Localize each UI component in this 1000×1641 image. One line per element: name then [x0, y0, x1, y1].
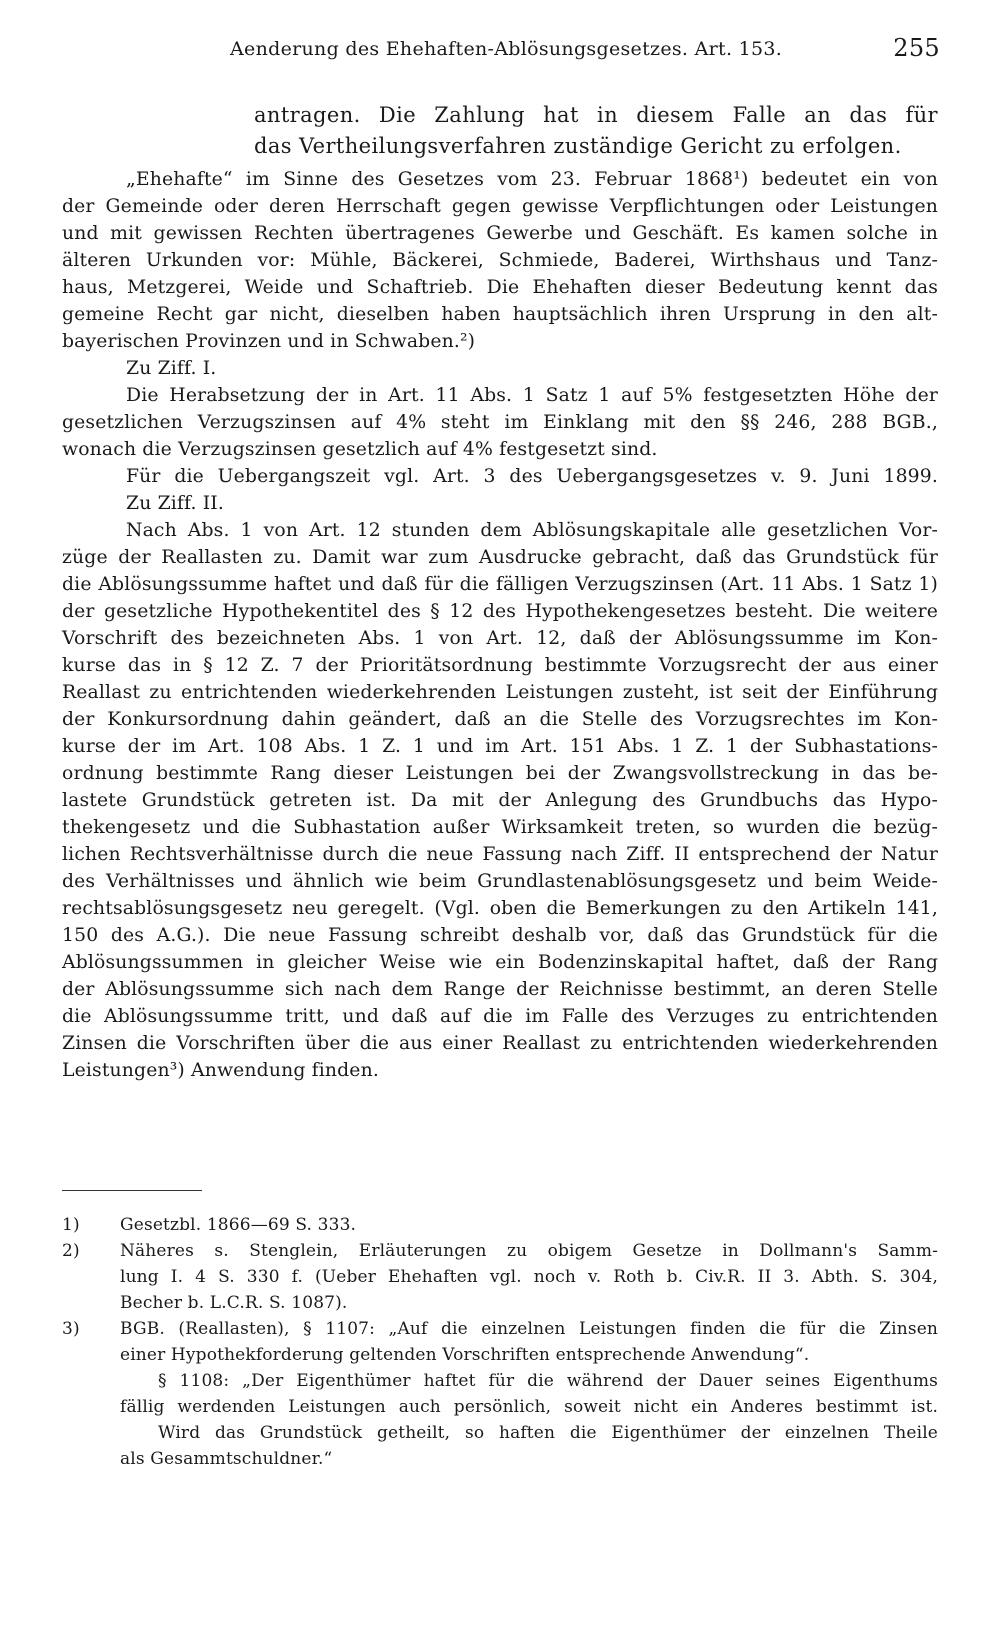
footnotes	[62, 1212, 938, 1472]
text-line: Für die Uebergangszeit vgl. Art. 3 des Uebergangsgesetzes v. 9. Juni 1899.	[126, 466, 938, 487]
footnote-2	[62, 1238, 938, 1316]
text-line: bayerischen Provinzen und in Schwaben.²)	[62, 331, 476, 352]
text-line: das Vertheilungsverfahren zuständige Gericht zu erfolgen.	[254, 134, 902, 158]
text-line: der Konkursordnung dahin geändert, daß an die Stelle des Vorzugsrechtes im Kon-	[62, 709, 938, 730]
text-line: Vorschrift des bezeichneten Abs. 1 von Art. 12, daß der Ablösungssumme im Kon-	[62, 628, 938, 649]
footnote-text: § 1108: „Der Eigenthümer haftet für die während der Dauer seines Eigenthums	[158, 1371, 938, 1391]
running-head: Aenderung des Ehehaften-Ablösungsgesetzes. Art. 153.	[230, 38, 783, 60]
text-line: des Verhältnisses und ähnlich wie beim Grundlastenablösungsgesetz und beim Weide-	[62, 871, 938, 892]
text-line: gemeine Recht gar nicht, dieselben haben hauptsächlich ihren Ursprung in den alt-	[62, 304, 938, 325]
footnote-text: lung I. 4 S. 330 f. (Ueber Ehehaften vgl. noch v. Roth b. Civ.R. II 3. Abth. S. 304,	[120, 1267, 938, 1287]
text-line: Leistungen³) Anwendung finden.	[62, 1060, 379, 1081]
text-line: der Ablösungssumme sich nach dem Range der Reichnisse bestimmt, an deren Stelle	[62, 979, 938, 1000]
footnote-text: Becher b. L.C.R. S. 1087).	[120, 1293, 348, 1313]
footnote-label: 1)	[62, 1215, 80, 1235]
footnote-text: Näheres s. Stenglein, Erläuterungen zu obigem Gesetze in Dollmann's Samm-	[120, 1241, 938, 1261]
main-text	[62, 100, 938, 1084]
text-line: thekengesetz und die Subhastation außer Wirksamkeit treten, so wurden die bezüg-	[62, 817, 938, 838]
text-line: züge der Reallasten zu. Damit war zum Ausdrucke gebracht, daß das Grundstück für	[62, 547, 938, 568]
text-line: lastete Grundstück getreten ist. Da mit der Anlegung des Grundbuchs das Hypo-	[62, 790, 938, 811]
text-line: älteren Urkunden vor: Mühle, Bäckerei, Schmiede, Baderei, Wirthshaus und Tanz-	[62, 250, 938, 271]
section-heading-ziff-1: Zu Ziff. I.	[126, 358, 217, 379]
text-line: der Gemeinde oder deren Herrschaft gegen gewisse Verpflichtungen oder Leistungen	[62, 196, 938, 217]
footnote-text: als Gesammtschuldner.“	[120, 1449, 333, 1469]
footnote-text: einer Hypothekforderung geltenden Vorschriften entsprechende Anwendung“.	[120, 1345, 810, 1365]
footnote-text: BGB. (Reallasten), § 1107: „Auf die einzelnen Leistungen finden die für die Zinsen	[120, 1319, 938, 1339]
text-line: lichen Rechtsverhältnisse durch die neue Fassung nach Ziff. II entsprechend der Natur	[62, 844, 938, 865]
text-line: antragen. Die Zahlung hat in diesem Falle an das für	[254, 103, 938, 127]
text-line: haus, Metzgerei, Weide und Schaftrieb. Die Ehehaften dieser Bedeutung kennt das	[62, 277, 938, 298]
text-line: die Ablösungssumme tritt, und daß auf die im Falle des Verzuges zu entrichtenden	[62, 1006, 938, 1027]
footnote-label: 2)	[62, 1241, 80, 1261]
footnote-1	[62, 1212, 938, 1238]
text-line: Die Herabsetzung der in Art. 11 Abs. 1 Satz 1 auf 5% festgesetzten Höhe der	[126, 385, 938, 406]
text-line: der gesetzliche Hypothekentitel des § 12 des Hypothekengesetzes besteht. Die weitere	[62, 601, 938, 622]
text-line: Reallast zu entrichtenden wiederkehrenden Leistungen zusteht, ist seit der Einführung	[62, 682, 938, 703]
text-line: Ablösungssummen in gleicher Weise wie ein Bodenzinskapital haftet, daß der Rang	[62, 952, 938, 973]
page-header	[60, 34, 940, 66]
footnote-text: Wird das Grundstück getheilt, so haften die Eigenthümer der einzelnen Theile	[158, 1423, 938, 1443]
text-line: „Ehehafte“ im Sinne des Gesetzes vom 23. Februar 1868¹) bedeutet ein von	[126, 169, 938, 190]
page-number: 255	[893, 34, 940, 62]
section-heading-ziff-2: Zu Ziff. II.	[126, 493, 224, 514]
text-line: kurse der im Art. 108 Abs. 1 Z. 1 und im Art. 151 Abs. 1 Z. 1 der Subhastations-	[62, 736, 938, 757]
footnote-label: 3)	[62, 1319, 80, 1339]
footnote-text: fällig werdenden Leistungen auch persönlich, soweit nicht ein Anderes bestimmt ist.	[120, 1397, 938, 1417]
text-line: Nach Abs. 1 von Art. 12 stunden dem Ablösungskapitale alle gesetzlichen Vor-	[126, 520, 938, 541]
text-line: wonach die Verzugszinsen gesetzlich auf 4% festgesetzt sind.	[62, 439, 658, 460]
text-line: kurse das in § 12 Z. 7 der Prioritätsordnung bestimmte Vorzugsrecht der aus einer	[62, 655, 938, 676]
text-line: rechtsablösungsgesetz neu geregelt. (Vgl. oben die Bemerkungen zu den Artikeln 141,	[62, 898, 938, 919]
footnote-3	[62, 1316, 938, 1472]
text-line: die Ablösungssumme haftet und daß für die fälligen Verzugszinsen (Art. 11 Abs. 1 Satz 1)	[62, 574, 938, 595]
text-line: ordnung bestimmte Rang dieser Leistungen bei der Zwangsvollstreckung in das be-	[62, 763, 938, 784]
text-line: 150 des A.G.). Die neue Fassung schreibt deshalb vor, daß das Grundstück für die	[62, 925, 938, 946]
footnote-separator	[62, 1190, 202, 1191]
text-line: und mit gewissen Rechten übertragenes Gewerbe und Geschäft. Es kamen solche in	[62, 223, 938, 244]
text-line: gesetzlichen Verzugszinsen auf 4% steht im Einklang mit den §§ 246, 288 BGB.,	[62, 412, 938, 433]
footnote-text: Gesetzbl. 1866—69 S. 333.	[120, 1215, 357, 1235]
text-line: Zinsen die Vorschriften über die aus einer Reallast zu entrichtenden wiederkehrenden	[62, 1033, 938, 1054]
